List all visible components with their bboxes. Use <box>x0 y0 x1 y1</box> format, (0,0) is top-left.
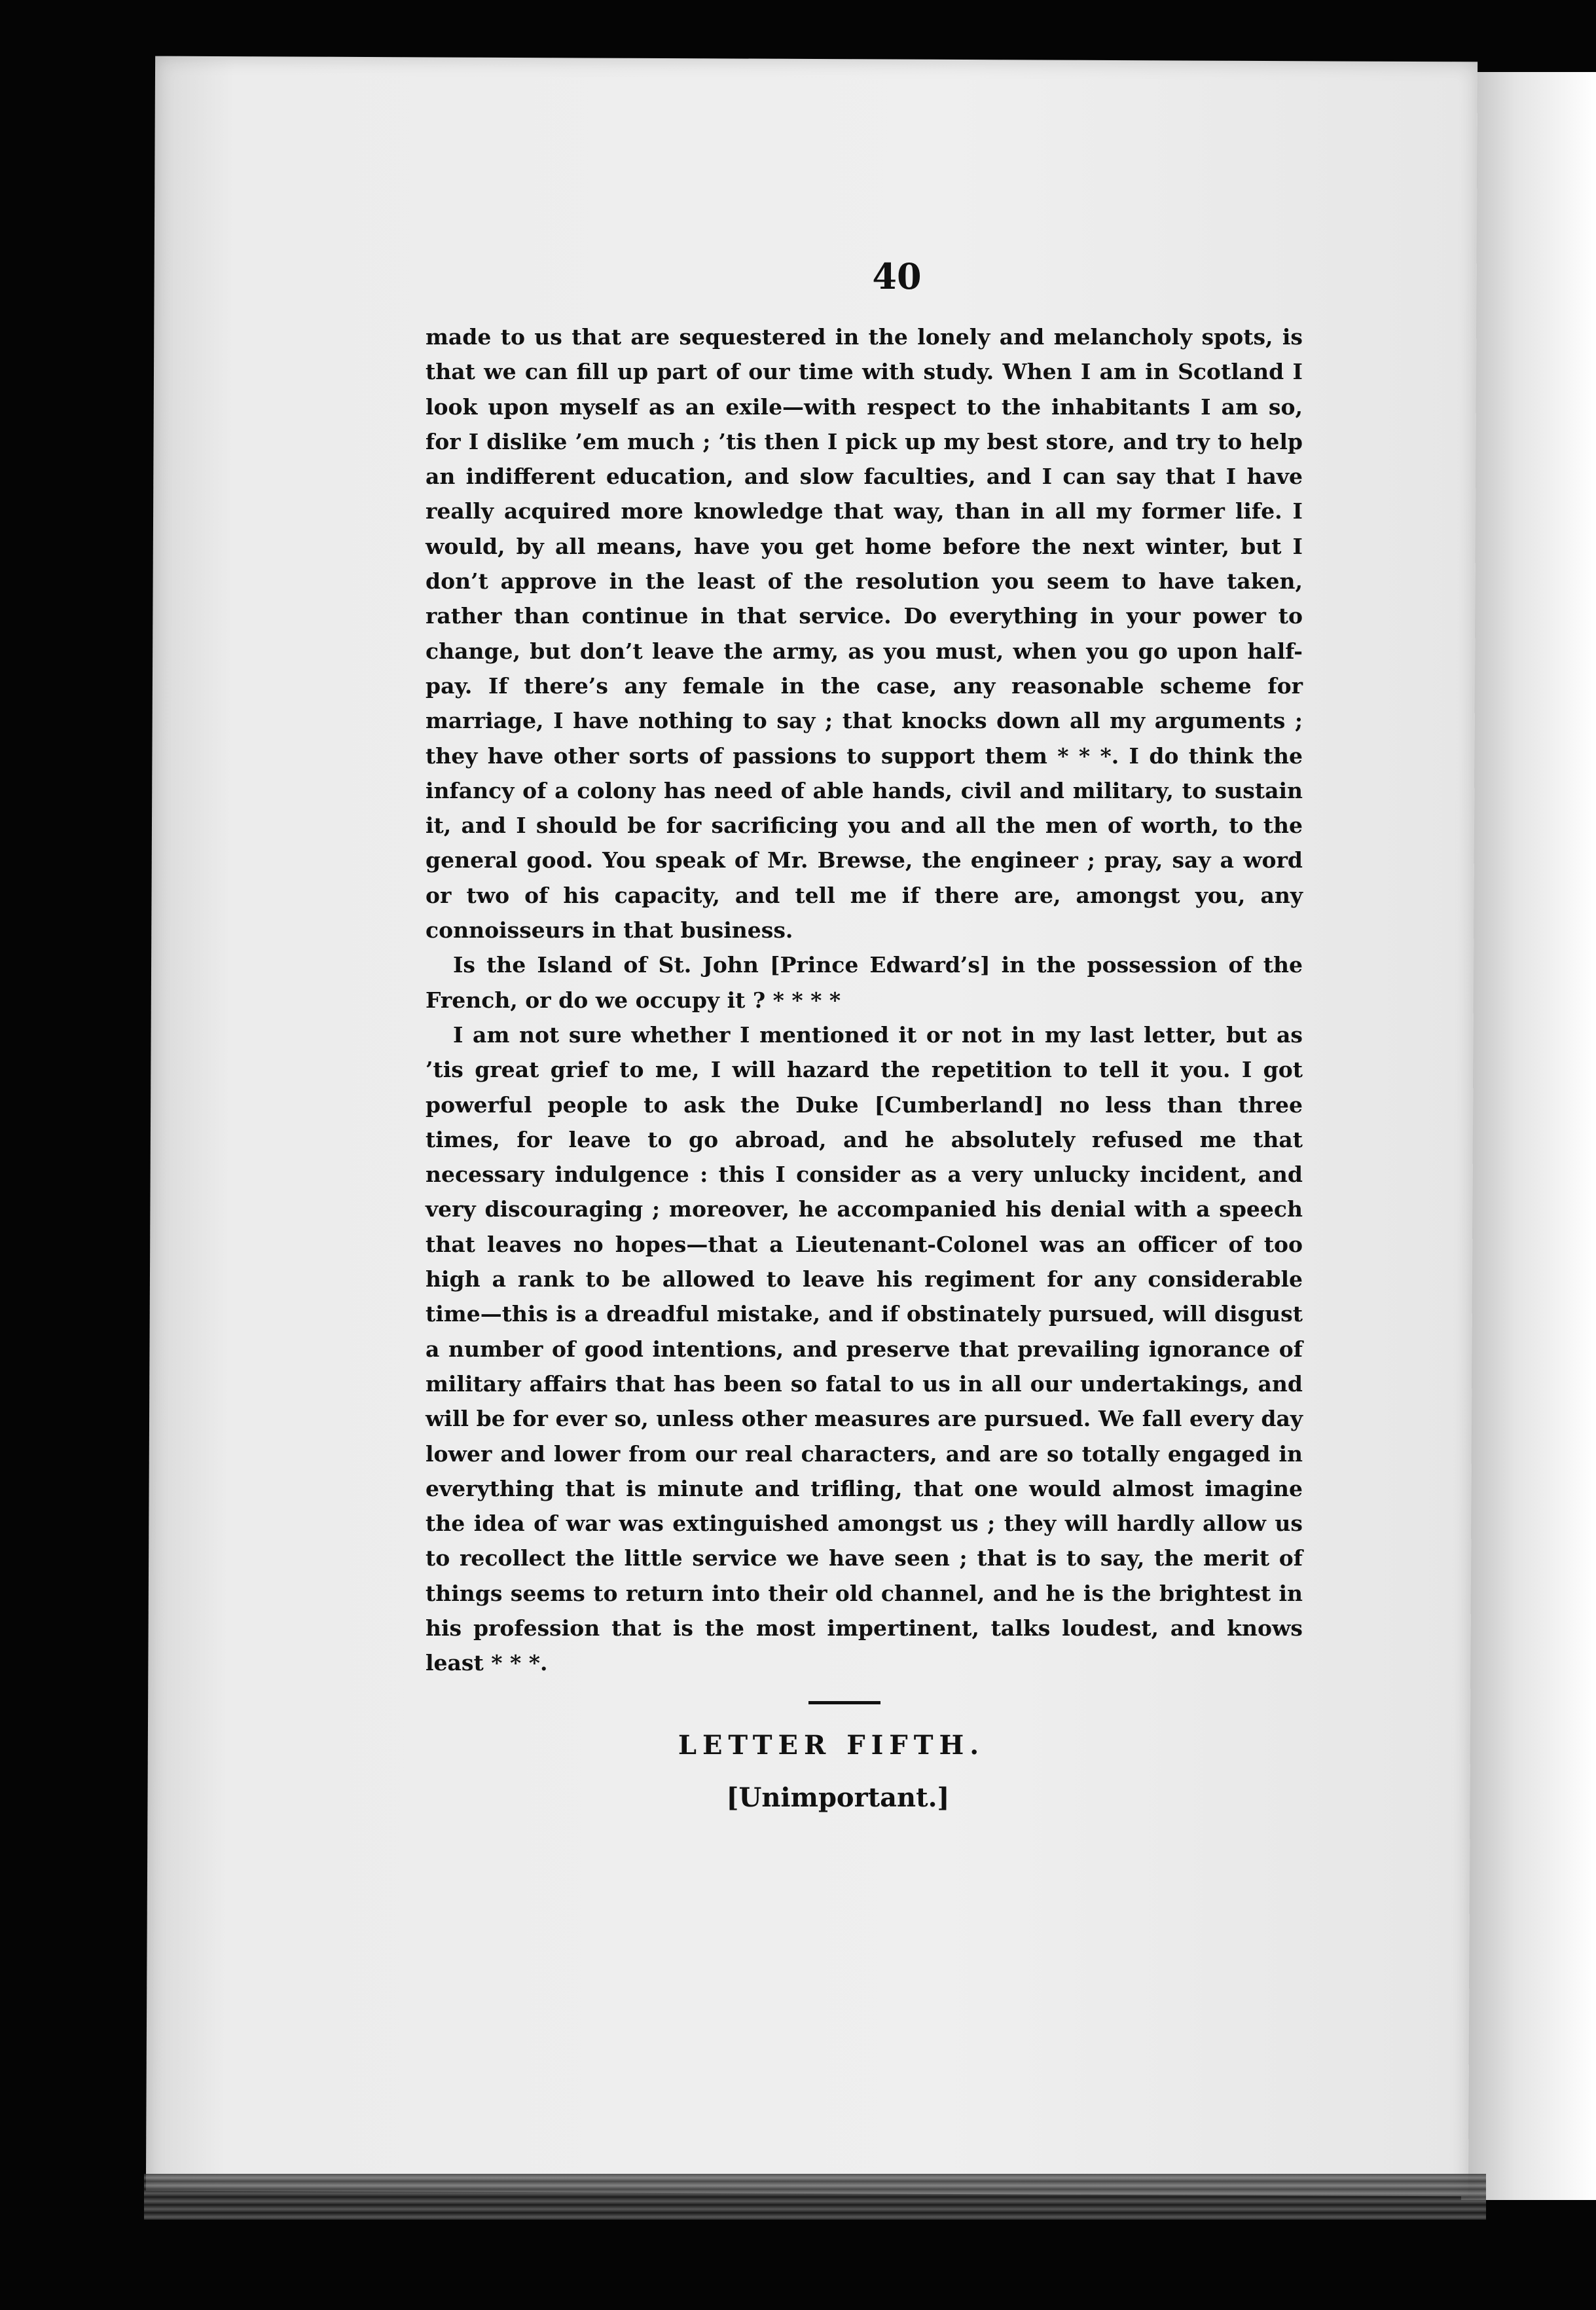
letter-heading: LETTER FIFTH. <box>678 1730 985 1761</box>
paragraph: Is the Island of St. John [Prince Edward’s] in the possession of the French, or do we occupy it ? * * * * <box>426 952 1303 1013</box>
letter-subheading: [Unimportant.] <box>726 1782 950 1813</box>
paragraph: I am not sure whether I mentioned it or not in my last letter, but as ’tis great grief to me, I will hazard the repetition to tell it you. I got powerful people to ask the Duke [Cumberland] no less than three times, for leave to go abroad, and he absolutely refused me that necessary indulgence : this I consider as a very unlucky incident, and very discouraging ; moreover, he accompanied his denial with a speech that leaves no hopes—that a Lieutenant-Colonel was an officer of too high a rank to be allowed to leave his regiment for any considerable time—this is a dreadful mistake, and if obstinately pursued, will disgust a number of good intentions, and preserve that prevailing ignorance of military affairs that has been so fatal to us in all our undertakings, and will be for ever so, unless other measures are pursued. We fall every day lower and lower from our real characters, and are so totally engaged in everything that is minute and trifling, that one would almost imagine the idea of war was extinguished amongst us ; they will hardly allow us to recollect the little service we have seen ; that is to say, the merit of things seems to return into their old channel, and he is the brightest in his profession that is the most impertinent, talks loudest, and knows least * * *. <box>426 1021 1303 1676</box>
section-divider <box>808 1701 880 1704</box>
paragraph: made to us that are sequestered in the lonely and melancholy spots, is that we can fill up part of our time with study. When I am in Scotland I look upon myself as an exile—with respect to the inhabitants I am so, for I dislike ’em much ; ’tis then I pick up my best store, and try to help an indifferent education, and slow faculties, and I can say that I have really acquired more knowledge that way, than in all my former life. I would, by all means, have you get home before the next winter, but I don’t approve in the least of the resolution you seem to have taken, rather than continue in that service. Do everything in your power to change, but don’t leave the army, as you must, when you go upon half-pay. If there’s any female in the case, any reasonable scheme for marriage, I have nothing to say ; that knocks down all my arguments ; they have other sorts of passions to support them * * *. I do think the infancy of a colony has need of able hands, civil and military, to sustain it, and I should be for sacrificing you and all the men of worth, to the general good. You speak of Mr. Brewse, the engineer ; pray, say a word or two of his capacity, and tell me if there are, amongst you, any connoisseurs in that business. <box>426 324 1303 944</box>
facing-page <box>1461 72 1596 2200</box>
page-edge <box>144 2174 1486 2220</box>
page-number: 40 <box>872 255 922 297</box>
letter-body <box>426 320 1303 1681</box>
